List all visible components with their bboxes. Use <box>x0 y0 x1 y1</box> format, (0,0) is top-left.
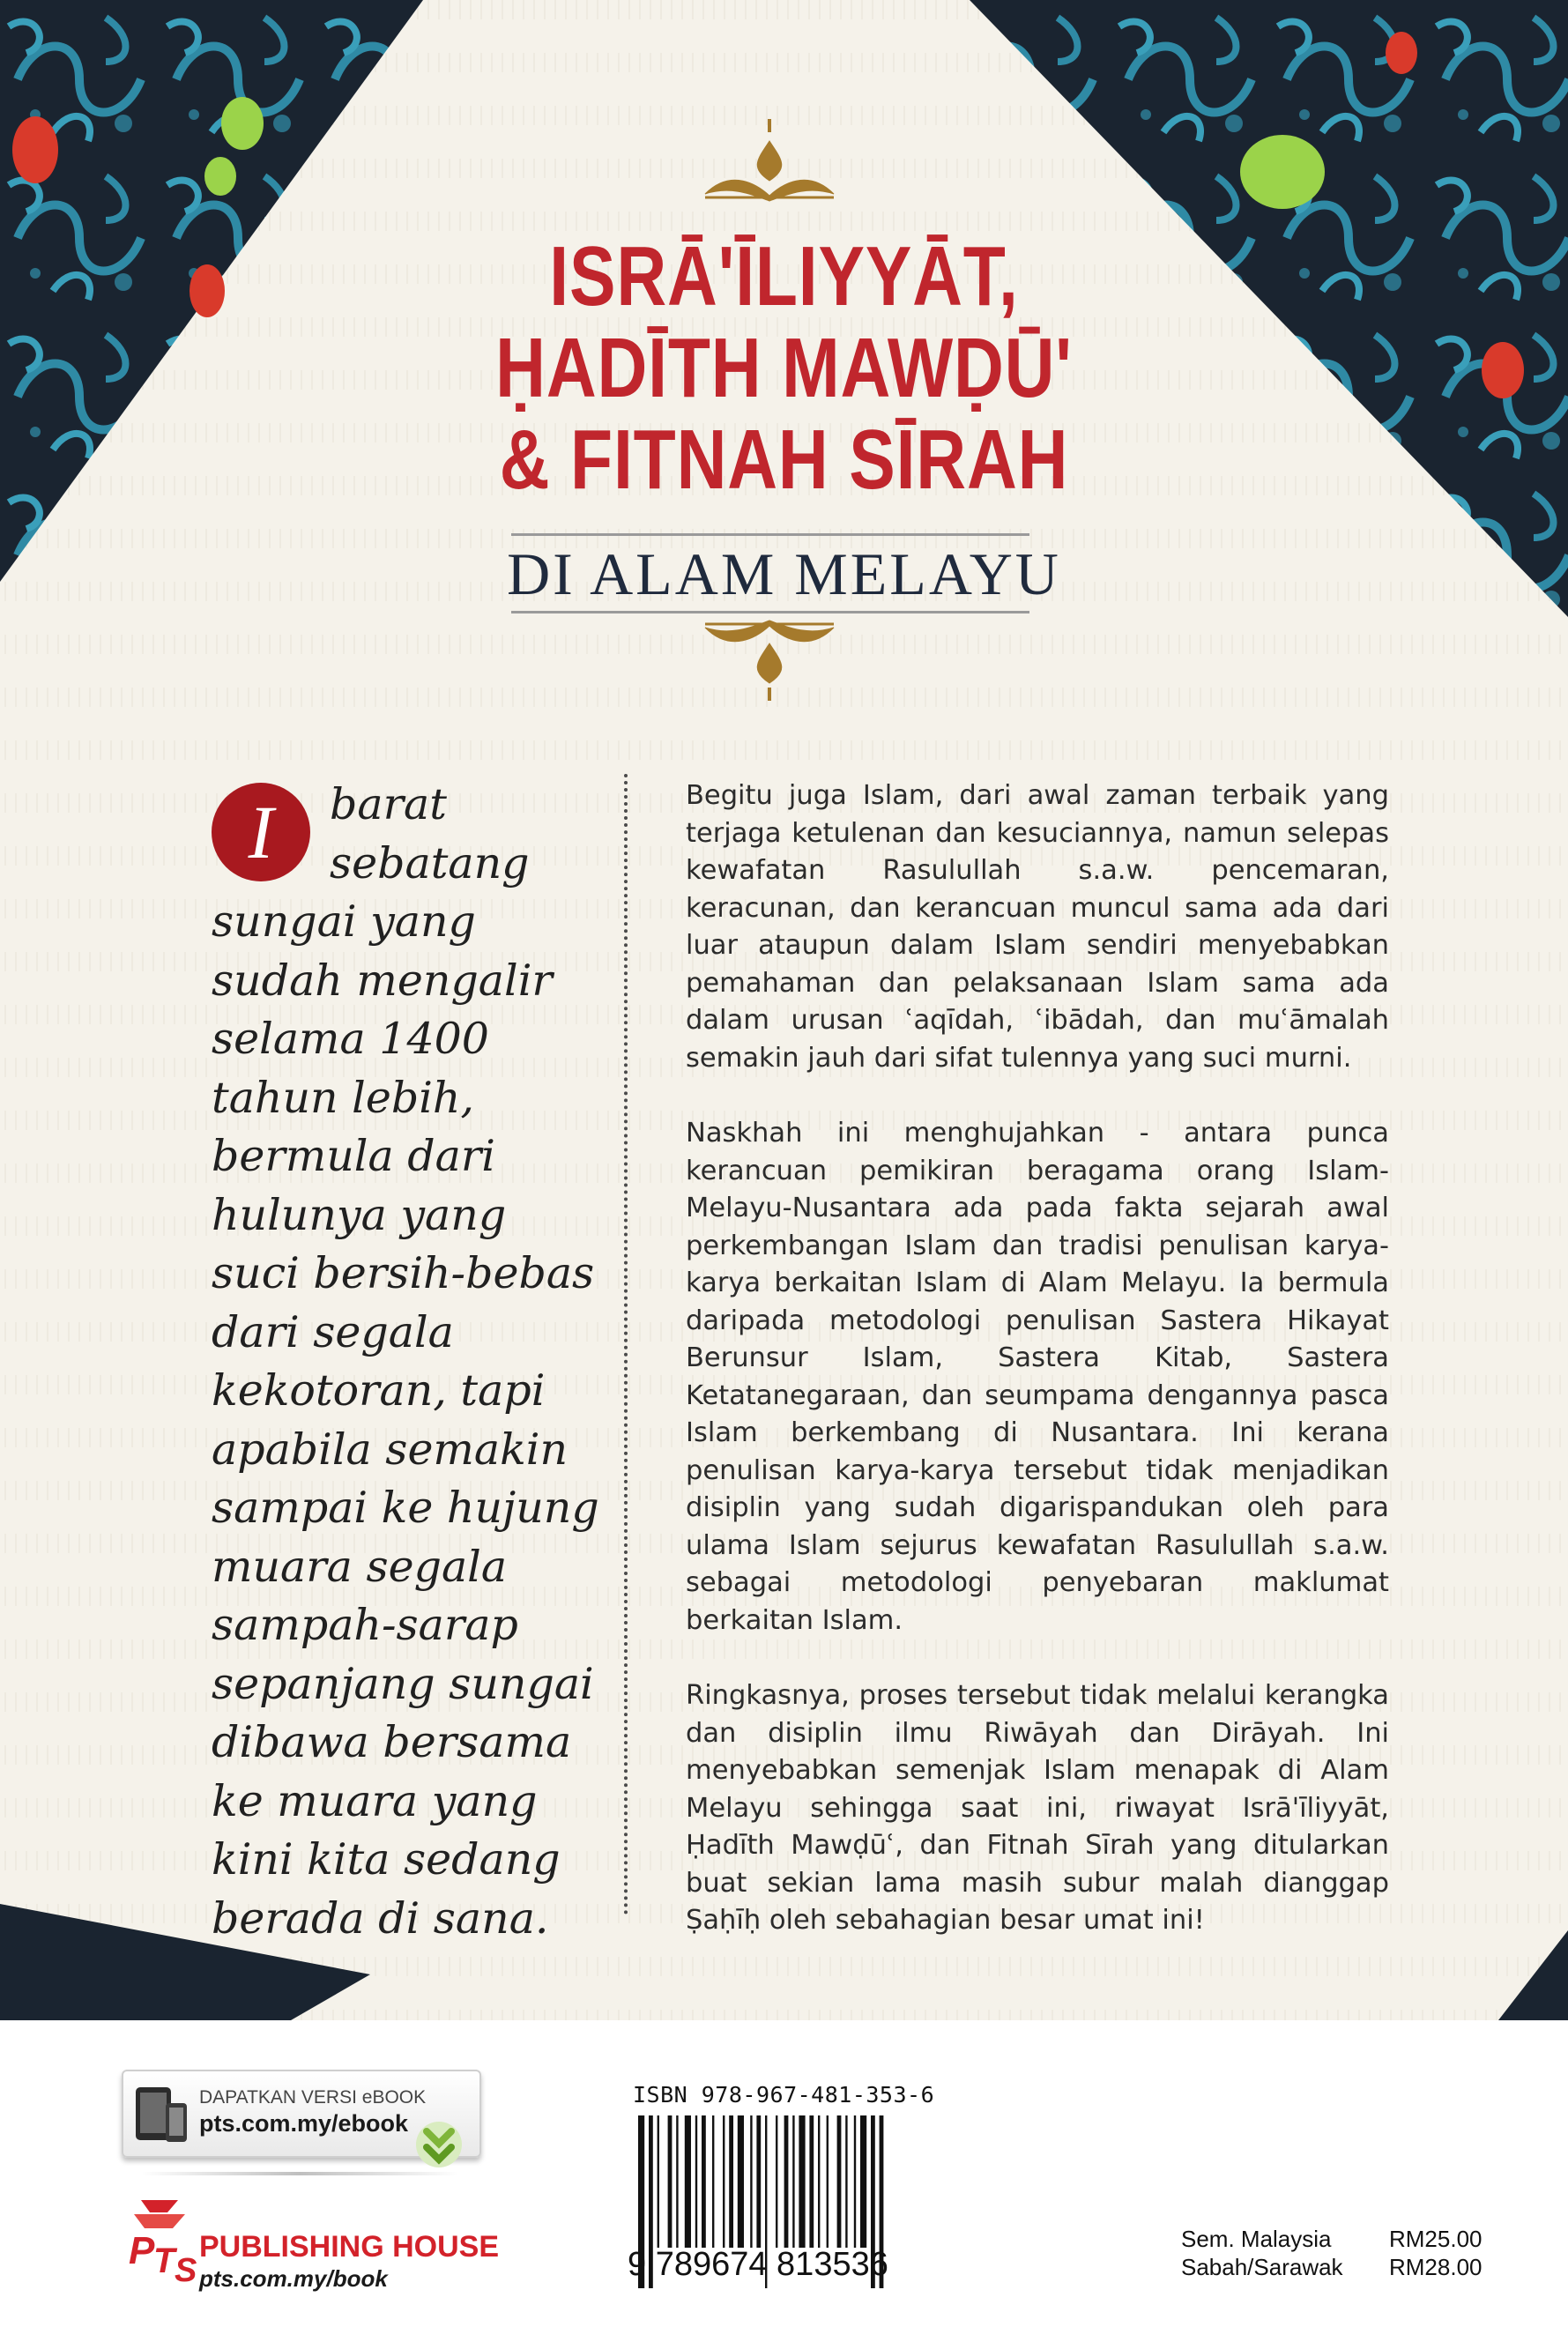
book-title <box>0 231 1568 506</box>
ebook-label: DAPATKAN VERSI eBOOK <box>199 2087 427 2108</box>
barcode-bar <box>827 2115 829 2248</box>
barcode-bar <box>658 2115 659 2248</box>
barcode-bar <box>685 2115 691 2248</box>
barcode-bar <box>809 2115 814 2248</box>
barcode-bar <box>702 2115 706 2248</box>
intro-quote <box>212 776 599 1948</box>
svg-text:S: S <box>175 2252 197 2289</box>
barcode-bar <box>799 2115 805 2248</box>
pts-book-logo <box>123 2193 203 2290</box>
back-cover-footer <box>0 2020 1568 2342</box>
price-value: RM25.00 <box>1389 2226 1483 2252</box>
title-line-2: ḤADĪTH MAWḌŪ' <box>495 321 1073 415</box>
price-table <box>1181 2225 1495 2281</box>
dropcap-badge: I <box>212 783 310 881</box>
barcode-bar <box>738 2115 744 2248</box>
synopsis-body <box>686 777 1389 1978</box>
barcode-bar <box>676 2115 678 2248</box>
barcode-bar <box>712 2115 714 2248</box>
barcode-bar <box>792 2115 794 2248</box>
barcode-bar <box>854 2115 856 2248</box>
title-rule-bottom <box>511 611 1029 613</box>
barcode-bar <box>860 2115 866 2248</box>
price-region: Sabah/Sarawak <box>1181 2254 1343 2280</box>
svg-text:P: P <box>129 2229 155 2272</box>
barcode-digits: 9 789674 813536 <box>628 2246 888 2283</box>
publisher-name: PUBLISHING HOUSE <box>199 2230 500 2264</box>
isbn-label: ISBN 978-967-481-353-6 <box>633 2082 935 2108</box>
intro-text: barat sebatang sungai yang sudah mengalir selama 1400 tahun lebih, bermula dari hulunya yang suci bersih-bebas dari segala kekotoran, tapi apabila semakin sampai ke hujung muara segala sampah-sarap sepanjang sungai dibawa bersama ke muara yang kini kita sedang berada di sana. <box>212 779 599 1944</box>
ebook-url[interactable]: pts.com.my/ebook <box>199 2110 409 2137</box>
book-subtitle: DI ALAM MELAYU <box>507 540 1061 607</box>
title-line-3: & FITNAH SĪRAH <box>499 413 1069 507</box>
ebook-banner[interactable] <box>122 2070 481 2158</box>
barcode-bar <box>784 2115 789 2248</box>
column-divider <box>624 774 628 1915</box>
price-row <box>1181 2225 1495 2253</box>
ebook-banner-shadow <box>141 2172 458 2175</box>
barcode-bar <box>756 2115 761 2248</box>
tablet-phone-icon <box>134 2084 189 2145</box>
double-chevron-check-icon <box>414 2115 464 2174</box>
price-row <box>1181 2253 1495 2281</box>
synopsis-paragraph-1: Begitu juga Islam, dari awal zaman terbaik yang terjaga ketulenan dan kesuciannya, namun selepas kewafatan Rasulullah s.a.w. pencemaran, keracunan, dan kerancuan muncul sama ada dari luar ataupun dalam Islam sendiri menyebabkan pemahaman dan pelaksanaan Islam sama ada dalam urusan ʿaqīdah, ʿibādah, dan muʿāmalah semakin jauh dari sifat tulennya yang suci murni. <box>686 780 1389 1074</box>
barcode-bar <box>845 2115 847 2248</box>
barcode-bar <box>668 2115 673 2248</box>
svg-text:T: T <box>153 2242 175 2280</box>
title-rule-top <box>511 533 1029 536</box>
publisher-url[interactable]: pts.com.my/book <box>199 2265 388 2292</box>
barcode-bar <box>695 2115 697 2248</box>
synopsis-paragraph-3: Ringkasnya, proses tersebut tidak melalui kerangka dan disiplin ilmu Riwāyah dan Dirāyah. Ini menyebabkan semenjak Islam menapak di Alam Melayu sehingga saat ini, riwayat Isrā'īliyyāt, Ḥadīth Mawḍūʿ, dan Fitnah Sīrah yang ditularkan buat sekian lama masih subur malah dianggap Ṣaḥīḥ oleh sebahagian besar umat ini! <box>686 1680 1389 1936</box>
barcode-bar <box>776 2115 777 2248</box>
barcode-bar <box>723 2115 725 2248</box>
title-line-1: ISRĀ'ĪLIYYĀT, <box>549 229 1019 323</box>
barcode-bar <box>750 2115 752 2248</box>
synopsis-paragraph-2: Naskhah ini menghujahkan - antara punca kerancuan pemikiran beragama orang Islam-Melayu-Nusantara ada pada fakta sejarah awal perkembangan Islam dan tradisi penulisan karya-karya berkaitan Islam di Alam Melayu. Ia bermula daripada metodologi penulisan Sastera Hikayat Berunsur Islam, Sastera Kitab, Sastera Ketatanegaraan, dan seumpama dengannya pasca Islam berkembang di Nusantara. Ini kerana penulisan karya-karya tersebut tidak menjadikan disiplin yang sudah digarispandukan oleh para ulama Islam sejurus kewafatan Rasulullah s.a.w. sebagai metodologi penyebaran maklumat berkaitan Islam. <box>686 1118 1389 1636</box>
barcode-bar <box>818 2115 820 2248</box>
price-region: Sem. Malaysia <box>1181 2226 1332 2252</box>
barcode-bar <box>837 2115 842 2248</box>
barcode-bar <box>729 2115 733 2248</box>
price-value: RM28.00 <box>1389 2254 1483 2280</box>
